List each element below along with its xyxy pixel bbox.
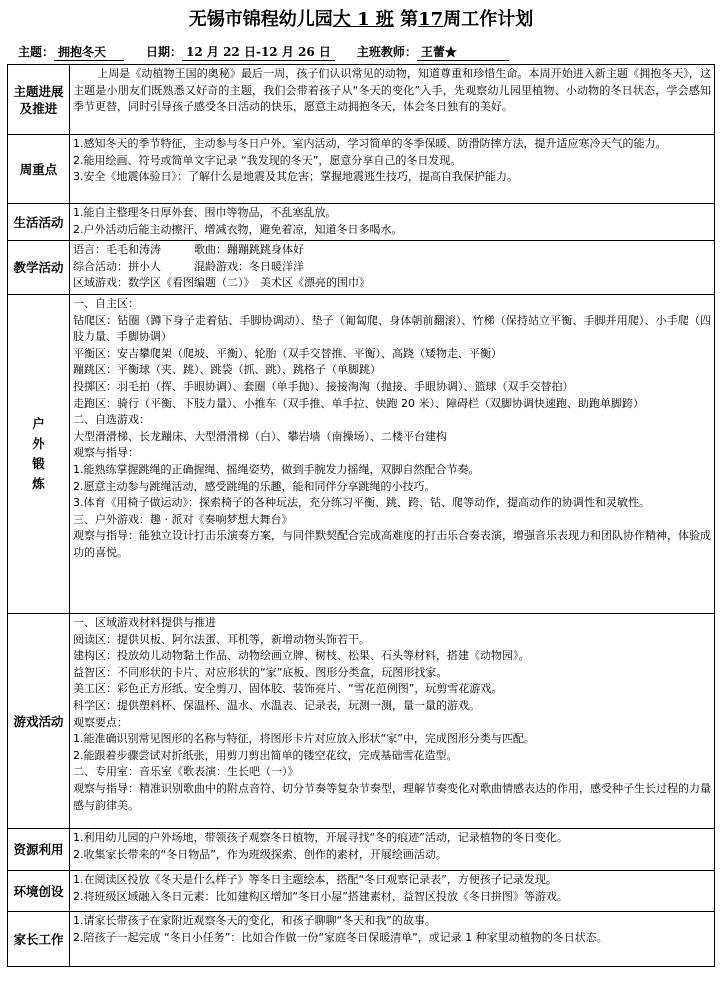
heading-life: 生活活动 — [8, 204, 70, 241]
heading-theme-progress: 主题进展及推进 — [8, 65, 70, 135]
teaching-line: 语言：毛毛和涛涛 歌曲：蹦蹦跳跳身体好 — [73, 243, 304, 256]
body-games — [70, 614, 715, 829]
environment-line: 1.在阅读区投放《冬天是什么样子》等冬日主题绘本，搭配“冬日观察记录表”，方便孩子记录发现。 — [73, 873, 557, 886]
title-week-prefix: 第 — [400, 9, 419, 30]
title-kindergarten: 无锡市锦程幼儿园 — [188, 9, 333, 30]
week-focus-line: 3.安全《地震体验日》：了解什么是地震及其危害；掌握地震逃生技巧，提高自我保护能力。 — [73, 170, 518, 184]
games-line: 益智区：不同形状的卡片、对应形状的“家”底板、图形分类盒，玩图形找家。 — [73, 665, 448, 679]
teaching-line: 区域游戏：数学区《看图编题（二）》 美术区《漂亮的围巾》 — [73, 276, 370, 290]
outdoor-line: 大型滑滑梯、长龙蹦床、大型滑滑梯（白）、攀岩墙（南操场）、二楼平台建构 — [73, 429, 447, 443]
row-teaching — [8, 241, 715, 295]
body-outdoor — [70, 295, 715, 614]
outdoor-line: 三、户外游戏：趣 · 派对《奏响梦想大舞台》 — [73, 512, 293, 526]
teacher-label: 主班教师： — [356, 45, 417, 59]
life-line: 2.户外活动后能主动擦汗、增减衣物，避免着凉，知道冬日多喝水。 — [73, 222, 403, 236]
row-week-focus — [8, 135, 715, 204]
row-parents — [8, 912, 715, 967]
resources-line: 1.利用幼儿园的户外场地，带领孩子观察冬日植物，开展寻找“冬的痕迹”活动，记录植物的冬日变化。 — [73, 831, 568, 844]
games-line: 二、专用室：音乐室《歌表演：生长吧（一）》 — [73, 765, 299, 779]
games-line: 2.能跟着步骤尝试对折纸张，用剪刀剪出简单的镂空花纹，完成基础雪花造型。 — [73, 748, 458, 762]
games-line: 一、区域游戏材料提供与推进 — [73, 616, 216, 629]
theme-label: 主题： — [18, 45, 55, 59]
outdoor-line: 二、自选游戏： — [73, 413, 150, 427]
title-suffix: 周工作计划 — [443, 9, 534, 30]
parents-line: 2.陪孩子一起完成 “冬日小任务”：比如合作做一份“家庭冬日保暖清单”，或记录 1 种家里动植物的冬日状态。 — [73, 930, 608, 944]
body-teaching — [70, 241, 715, 295]
date-value: 12 月 22 日-12 月 26 日 — [182, 44, 335, 61]
heading-resources: 资源利用 — [8, 829, 70, 871]
outdoor-line: 一、自主区： — [73, 297, 139, 310]
row-life — [8, 204, 715, 241]
body-theme-progress — [70, 65, 715, 135]
teaching-line: 综合活动：拼小人 混龄游戏：冬日暖洋洋 — [73, 259, 304, 273]
row-games — [8, 614, 715, 829]
heading-environment: 环境创设 — [8, 871, 70, 912]
life-line: 1.能自主整理冬日厚外套、围巾等物品，不乱塞乱放。 — [73, 206, 337, 219]
row-resources — [8, 829, 715, 871]
body-resources — [70, 829, 715, 871]
plan-meta — [18, 44, 708, 61]
outdoor-line: 钻爬区：钻圈（蹲下身子走着钻、手脚协调动）、垫子（匍匐爬、身体朝前翻滚）、竹梯（保持站立平衡、手脚并用爬）、小手爬（四肢力量、手脚协调） — [73, 313, 711, 344]
row-theme-progress — [8, 65, 715, 135]
body-parents — [70, 912, 715, 967]
environment-line: 2.将班级区域融入冬日元素：比如建构区增加“冬日小屋”搭建素材，益智区投放《冬日拼图》等游戏。 — [73, 889, 568, 903]
outdoor-line: 3.体育《用椅子做运动》：探索椅子的各种玩法，充分练习平衡、跳、跨、钻、爬等动作，提高动作的协调性和灵敏性。 — [73, 496, 650, 510]
title-class: 大 1 班 — [332, 9, 394, 30]
resources-line: 2.收集家长带来的“冬日物品”，作为班级探索、创作的素材，开展绘画活动。 — [73, 847, 447, 861]
date-label: 日期： — [146, 45, 183, 59]
games-line: 1.能准确识别常见图形的名称与特征，将图形卡片对应放入形状“家”中，完成图形分类与匹配。 — [73, 732, 535, 746]
games-line: 阅读区：提供贝板、阿尔法蛋、耳机等，新增动物头饰若干。 — [73, 632, 370, 646]
body-life — [70, 204, 715, 241]
theme-value: 拥抱冬天 — [54, 44, 124, 61]
row-environment — [8, 871, 715, 912]
games-line: 科学区：提供塑料杯、保温杯、温水、水温表、记录表，玩测一测，量一量的游戏。 — [73, 698, 480, 712]
games-line: 观察要点： — [73, 715, 128, 729]
heading-teaching: 教学活动 — [8, 241, 70, 295]
games-line: 建构区：投放幼儿动物黏土作品、动物绘画立牌、树枝、松果、石头等材料，搭建《动物园》。 — [73, 649, 530, 663]
title-week-number: 17 — [418, 9, 444, 30]
outdoor-line: 观察与指导：能独立设计打击乐演奏方案，与同伴默契配合完成高难度的打击乐合奏表演，增强音乐表现力和团队协作精神，体验成功的喜悦。 — [73, 529, 711, 559]
outdoor-line: 观察与指导： — [73, 446, 139, 460]
body-week-focus — [70, 135, 715, 204]
heading-week-focus: 周重点 — [8, 135, 70, 204]
document-title — [0, 8, 722, 32]
week-focus-line: 1.感知冬天的季节特征，主动参与冬日户外、室内活动，学习简单的冬季保暖、防滑防摔方法，提升适应寒冷天气的能力。 — [73, 137, 667, 150]
plan-table — [7, 64, 715, 967]
theme-progress-text: 上周是《动植物王国的奥秘》最后一周，孩子们认识常见的动物，知道尊重和珍惜生命。本周开始进入新主题《拥抱冬天》，这主题是小朋友们既熟悉又好奇的主题，我们会带着孩子从“冬天的变化”入手，先观察幼儿园里植物、小动物的冬日状态，学会感知季节更替，同时引导孩子感受冬日活动的快乐，愿意主动拥抱冬天，体会冬日独有的美好。 — [73, 67, 711, 114]
outdoor-line: 走跑区：骑行（平衡、下肢力量）、小推车（双手推、单手拉、快跑 20 米）、障碍栏（双脚协调快速跑、助跑单脚跨） — [73, 396, 644, 410]
games-line: 观察与指导：精准识别歌曲中的附点音符、切分节奏等复杂节奏型，理解节奏变化对歌曲情感表达的作用，感受种子生长过程的力量感与韵律美。 — [73, 781, 711, 812]
parents-line: 1.请家长带孩子在家附近观察冬天的变化，和孩子聊聊“冬天和我”的故事。 — [73, 914, 436, 927]
row-outdoor — [8, 295, 715, 614]
heading-outdoor: 户外锻炼 — [8, 295, 70, 614]
body-environment — [70, 871, 715, 912]
outdoor-line: 2.愿意主动参与跳绳活动，感受跳绳的乐趣，能和同伴分享跳绳的小技巧。 — [73, 479, 436, 493]
outdoor-line: 1.能熟练掌握跳绳的正确握绳、摇绳姿势，做到手腕发力摇绳，双脚自然配合节奏。 — [73, 462, 480, 476]
heading-games: 游戏活动 — [8, 614, 70, 829]
week-focus-line: 2.能用绘画、符号或简单文字记录 “我发现的冬天”，愿意分享自己的冬日发现。 — [73, 153, 462, 167]
outdoor-line: 投掷区：羽毛拍（挥、手眼协调）、套圈（单手抛）、接接淘淘（抛接、手眼协调）、篮球（双手交替拍） — [73, 379, 574, 393]
games-line: 美工区：彩色正方形纸、安全剪刀、固体胶、装饰亮片、“雪花范例图”，玩剪雪花游戏。 — [73, 682, 503, 696]
outdoor-line: 平衡区：安吉攀爬架（爬坡、平衡）、轮胎（双手交替推、平衡）、高跷（矮物走、平衡） — [73, 346, 502, 360]
outdoor-line: 蹦跳区：平衡球（夹、跳）、跳袋（抓、跳）、跳格子（单脚跳） — [73, 363, 381, 377]
heading-parents: 家长工作 — [8, 912, 70, 967]
teacher-value: 王蕾★ — [417, 44, 509, 61]
